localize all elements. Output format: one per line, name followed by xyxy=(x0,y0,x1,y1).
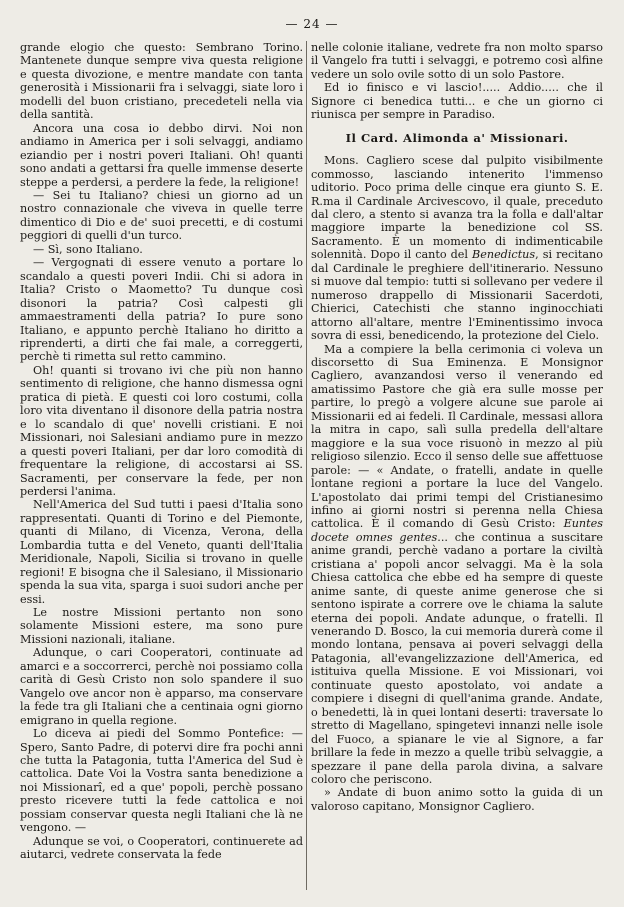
paragraph: — Vergognati di essere venuto a portare lo scandalo a questi poveri Indii. Chi si adora in Italia? Cristo o Maometto? Tu dunque così disonori la patria? Così calpesti gli ammaestramenti della patria? Io pure sono Italiano, e appunto perchè Italiano ho diritto a riprenderti, a dirti che fai male, a correggerti, perchè ti rimetta sul retto cammino. xyxy=(20,256,303,364)
page-number: — 24 — xyxy=(285,17,339,31)
left-column xyxy=(20,41,303,862)
paragraph: Lo diceva ai piedi del Sommo Pontefice: — Spero, Santo Padre, di potervi dire fra pochi anni che tutta la Patagonia, tutta l'America del Sud è cattolica. Date Voi la Vostra santa benedizione a noi Missionarî, ed a que' popoli, perchè possano presto ricevere tutti la fede cattolica e noi possiam conservar questa negli Italiani che là ne vengono. — xyxy=(20,727,303,835)
paragraph: Le nostre Missioni pertanto non sono solamente Missioni estere, ma sono pure Missioni nazionali, italiane. xyxy=(20,606,303,646)
paragraph: Ancora una cosa io debbo dirvi. Noi non andiamo in America per i soli selvaggi, andiamo eziandio per i nostri poveri Italiani. Oh! quanti sono andati a gettarsi fra quelle immense deserte steppe a perdersi, a perdere la fede, la religione! xyxy=(20,121,303,189)
paragraph: Adunque se voi, o Cooperatori, continuerete ad aiutarci, vedrete conservata la fede xyxy=(20,834,303,862)
paragraph: Nell'America del Sud tutti i paesi d'Italia sono rappresentati. Quanti di Torino e del Piemonte, quanti di Milano, di Vicenza, Verona, della Lombardia tutta e del Veneto, quanti dell'Italia Meridionale, Napoli, Sicilia si trovano in quelle regioni! E bisogna che il Salesiano, il Missionario spenda la sua vita, sparga i suoi sudori anche per essi. xyxy=(20,498,303,606)
right-column xyxy=(311,41,603,813)
paragraph: Oh! quanti si trovano ivi che più non hanno sentimento di religione, che hanno dismessa ogni pratica di pietà. E questi coi loro costumi, colla loro vita diventano il disonore della patria nostra e lo scandalo di que' novelli cristiani. E noi Missionari, noi Salesiani andiamo pure in mezzo a questi poveri Italiani, per dar loro comodità di frequentare la religione, di accostarsi ai SS. Sacramenti, per conservare la fede, per non perdersi l'anima. xyxy=(20,363,303,498)
paragraph: » Andate di buon animo sotto la guida di un valoroso capitano, Monsignor Cagliero. xyxy=(311,786,603,813)
paragraph: Mons. Cagliero scese dal pulpito visibilmente commosso, lasciando intenerito l'immenso uditorio. Poco prima delle cinque era giunto S. E. R.ma il Cardinale Arcivescovo, il quale, preceduto dal clero, a stento si avanza tra la folla e dall'altar maggiore imparte la benedizione col SS. Sacramento. È un momento di indimenticabile solennità. Dopo il canto del Benedictus, si recitano dal Cardinale le preghiere dell'itinerario. Nessuno si muove dal tempio: tutti si sollevano per vedere il numeroso drappello di Missionarii Sacerdoti, Chierici, Catechisti che stanno inginocchiati attorno all'altare, mentre l'Eminentissimo invoca sovra di essi, benedicendo, la protezione del Cielo. xyxy=(311,154,603,343)
column-divider xyxy=(306,41,307,890)
latin-phrase: Benedictus xyxy=(472,248,536,262)
paragraph: Ed io finisco e vi lascio!..... Addio..... che il Signore ci benedica tutti... e che un giorno ci riunisca per sempre in Paradiso. xyxy=(311,81,603,122)
paragraph: Ma a compiere la bella cerimonia ci voleva un discorsetto di Sua Eminenza. E Monsignor Cagliero, avanzandosi verso il venerando ed amatissimo Pastore che già era sulle mosse per partire, lo pregò a volgere alcune sue parole ai Missionarii ed ai fedeli. Il Cardinale, messasi allora la mitra in capo, salì sulla predella dell'altare maggiore e la sua voce risuonò in mezzo al più religioso silenzio. Ecco il senso delle sue affettuose parole: — « Andate, o fratelli, andate in quelle lontane regioni a portare la luce del Vangelo. L'apostolato dai primi tempi del Cristianesimo infino ai giorni nostri si perenna nella Chiesa cattolica. È il comando di Gesù Cristo: Euntes docete omnes gentes... che continua a suscitare anime grandi, perchè vadano a portare la civiltà cristiana a' popoli ancor selvaggi. Ma è la sola Chiesa cattolica che ebbe ed ha sempre di queste anime sante, di queste anime generose che si sentono ispirate a correre ove le chiama la salute eterna dei popoli. Andate adunque, o fratelli. Il venerando D. Bosco, la cui memoria durerà come il mondo lontana, pensava ai poveri selvaggi della Patagonia, all'evangelizzazione dell'America, ed istituiva quella Missione. E voi Missionari, voi continuate questo apostolato, voi andate a compiere i disegni di quell'anima grande. Andate, o benedetti, là in quei lontani deserti: traversate lo stretto di Magellano, spingetevi innanzi nelle isole del Fuoco, a spianare le vie al Signore, a far brillare la fede in mezzo a quelle tribù selvaggie, a spezzare il pane della parola divina, a salvare coloro che periscono. xyxy=(311,342,603,787)
paragraph: — Sì, sono Italiano. xyxy=(33,242,143,256)
paragraph: — Sei tu Italiano? chiesi un giorno ad un nostro connazionale che viveva in quelle terre dimentico di Dio e de' suoi precetti, e di costumi peggiori di quelli d'un turco. xyxy=(20,188,303,243)
paragraph: Adunque, o cari Cooperatori, continuate ad amarci e a soccorrerci, perchè noi possiamo colla carità di Gesù Cristo non solo spandere il suo Vangelo ove ancor non è apparso, ma conservare la fede tra gli Italiani che a centinaia ogni giorno emigrano in quella regione. xyxy=(20,646,303,727)
paragraph: nelle colonie italiane, vedrete fra non molto sparso il Vangelo fra tutti i selvaggi, e potremo così alfine vedere un solo ovile sotto di un solo Pastore. xyxy=(311,41,603,81)
paragraph: grande elogio che questo: Sembrano Torino. Mantenete dunque sempre viva questa religione e questa divozione, e mentre mandate con tanta generosità i Missionarii fra i selvaggi, siate loro i modelli del buon cristiano, precedeteli nella via della santità. xyxy=(20,41,303,122)
section-heading: Il Card. Alimonda a' Missionari. xyxy=(345,130,569,145)
latin-phrase: Euntes docete omnes gentes xyxy=(311,517,603,544)
